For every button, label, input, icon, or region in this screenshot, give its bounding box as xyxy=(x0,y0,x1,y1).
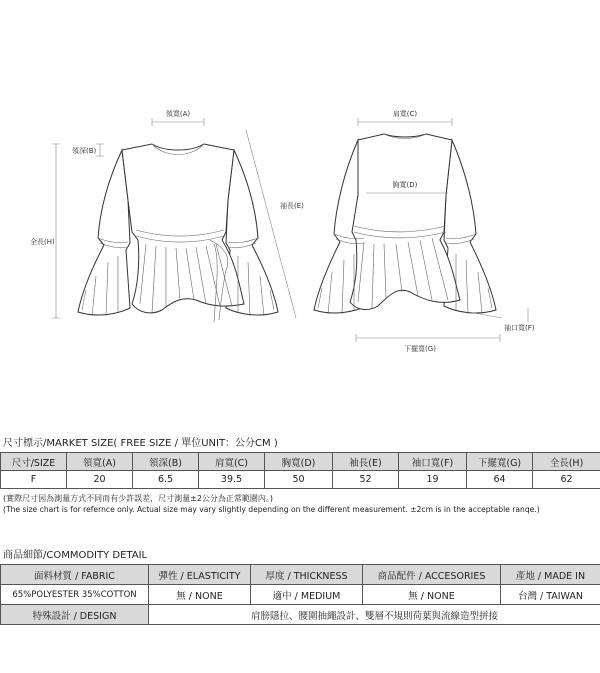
size-note-en: (The size chart is for refernce only. Actual size may vary slightly depending on the different measurement. ±2cm is in the acceptable ranqe.) xyxy=(3,505,540,514)
front-view xyxy=(78,144,278,322)
detail-value-cell: 無 / NONE xyxy=(363,585,501,605)
label-cuff: 袖口寬(F) xyxy=(504,324,535,332)
size-value-cell: F xyxy=(1,471,67,489)
detail-header-cell: 產地 / MADE IN xyxy=(501,565,600,585)
size-table-header-row xyxy=(1,453,600,471)
size-header-cell: 袖長(E) xyxy=(333,453,399,471)
label-total-length: 全長(H) xyxy=(30,238,55,246)
detail-value-cell: 台灣 / TAIWAN xyxy=(501,585,600,605)
detail-table-row xyxy=(1,585,600,605)
size-table-row xyxy=(1,471,600,489)
detail-header-cell: 厚度 / THICKNESS xyxy=(251,565,363,585)
size-value-cell: 62 xyxy=(533,471,600,489)
size-header-cell: 肩寬(C) xyxy=(199,453,265,471)
detail-value-cell: 無 / NONE xyxy=(149,585,251,605)
size-value-cell: 6.5 xyxy=(133,471,199,489)
label-sleeve-length: 袖長(E) xyxy=(280,202,304,210)
label-chest: 胸寬(D) xyxy=(392,181,418,189)
design-label-cell: 特殊設計 / DESIGN xyxy=(1,605,149,625)
size-value-cell: 52 xyxy=(333,471,399,489)
detail-design-row xyxy=(1,605,600,625)
size-header-cell: 全長(H) xyxy=(533,453,600,471)
detail-table xyxy=(0,564,600,625)
detail-section-title: 商品細節/COMMODITY DETAIL xyxy=(3,550,148,561)
size-header-cell: 領深(B) xyxy=(133,453,199,471)
detail-header-cell: 商品配件 / ACCESORIES xyxy=(363,565,501,585)
size-header-cell: 領寬(A) xyxy=(67,453,133,471)
detail-table-header-row xyxy=(1,565,600,585)
detail-header-cell: 彈性 / ELASTICITY xyxy=(149,565,251,585)
design-value-cell: 肩膀隱拉、腰圍抽繩設計、雙層不規則荷葉與流線造型拼接 xyxy=(149,605,600,625)
size-header-cell: 尺寸/SIZE xyxy=(1,453,67,471)
size-header-cell: 下擺寬(G) xyxy=(467,453,533,471)
detail-value-cell: 65%POLYESTER 35%COTTON xyxy=(1,585,149,605)
size-header-cell: 胸寬(D) xyxy=(265,453,333,471)
size-section-title: 尺寸標示/MARKET SIZE( FREE SIZE / 單位UNIT：公分CM ) xyxy=(3,438,278,449)
label-hem: 下擺寬(G) xyxy=(404,345,436,353)
back-view xyxy=(314,134,496,314)
label-neck-depth: 領深(B) xyxy=(72,147,97,155)
size-value-cell: 50 xyxy=(265,471,333,489)
size-value-cell: 39.5 xyxy=(199,471,265,489)
size-table xyxy=(0,452,600,489)
detail-header-cell: 面料材質 / FABRIC xyxy=(1,565,149,585)
label-shoulder: 肩寬(C) xyxy=(392,110,418,118)
size-value-cell: 20 xyxy=(67,471,133,489)
label-neck-width: 領寬(A) xyxy=(165,110,191,118)
size-value-cell: 19 xyxy=(399,471,467,489)
size-value-cell: 64 xyxy=(467,471,533,489)
size-note-zh: (實際尺寸因為測量方式不同而有少許誤差，尺寸測量±2公分為正常範圍內。) xyxy=(3,494,274,503)
front-body xyxy=(122,144,244,313)
size-header-cell: 袖口寬(F) xyxy=(399,453,467,471)
detail-value-cell: 適中 / MEDIUM xyxy=(251,585,363,605)
